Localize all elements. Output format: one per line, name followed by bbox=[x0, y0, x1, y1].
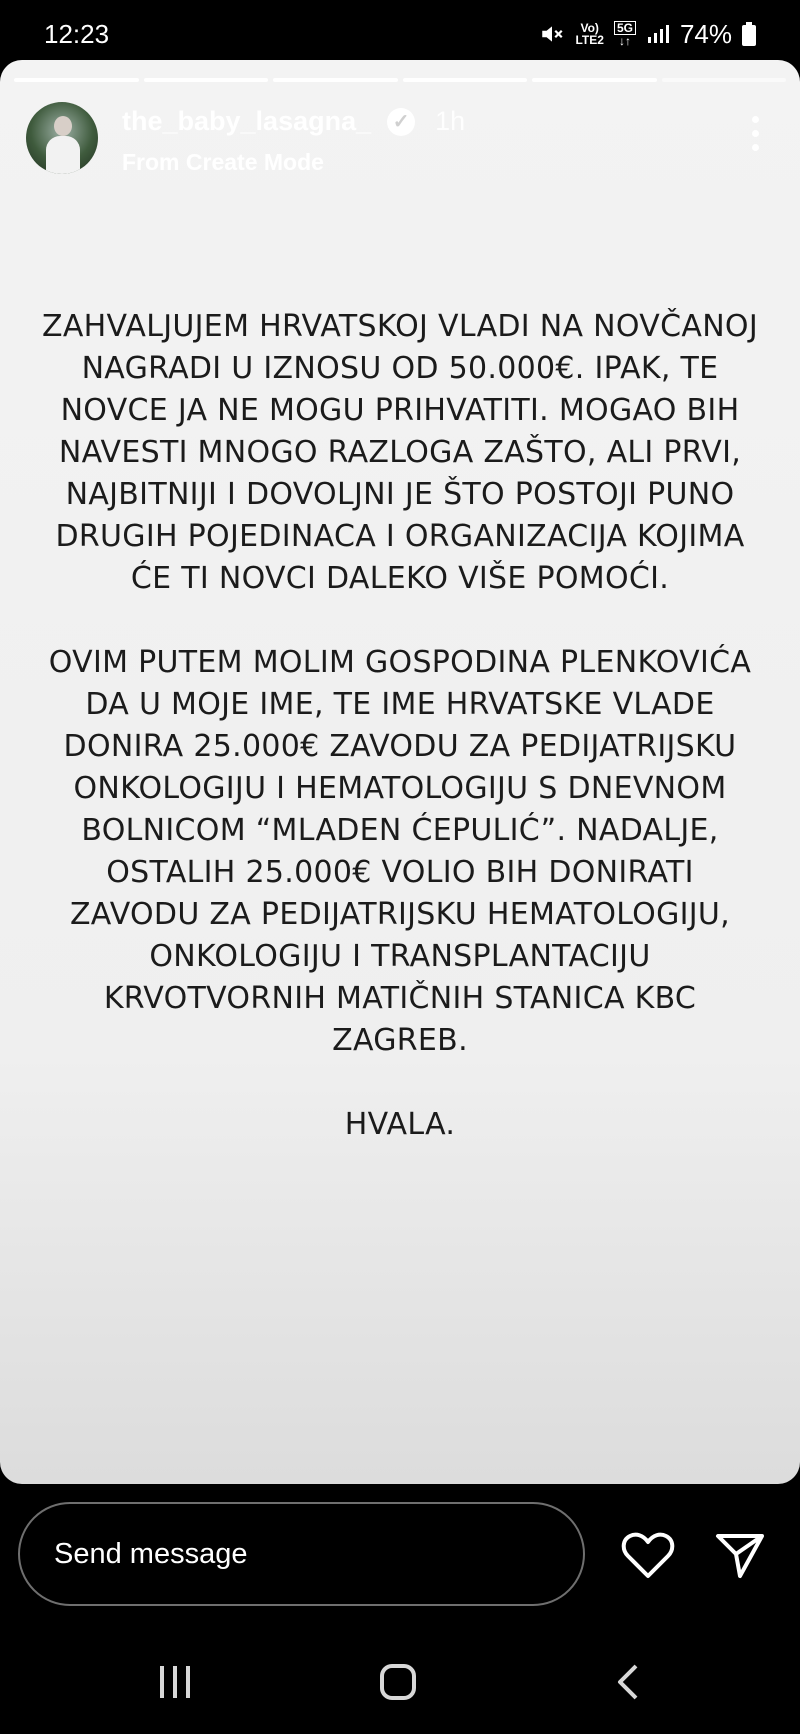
status-icons bbox=[539, 19, 756, 50]
signal-icon bbox=[646, 23, 670, 45]
username[interactable]: the_baby_lasagna_ bbox=[122, 106, 372, 136]
progress-segment bbox=[273, 78, 398, 82]
more-vertical-icon[interactable] bbox=[752, 116, 760, 151]
story-progress-bar bbox=[14, 78, 786, 82]
status-bar bbox=[0, 0, 800, 68]
heart-icon[interactable] bbox=[620, 1528, 676, 1582]
network-type-label: 5G ↓↑ bbox=[614, 21, 636, 47]
status-time: 12:23 bbox=[44, 18, 110, 49]
story-time: 1h bbox=[435, 106, 466, 136]
progress-segment bbox=[14, 78, 139, 82]
story-view[interactable] bbox=[0, 60, 800, 1484]
home-icon[interactable] bbox=[378, 1662, 418, 1702]
back-icon[interactable] bbox=[608, 1662, 648, 1702]
battery-icon bbox=[742, 22, 756, 46]
progress-segment bbox=[532, 78, 657, 82]
mute-icon bbox=[539, 21, 565, 47]
progress-segment bbox=[403, 78, 528, 82]
system-nav-bar bbox=[0, 1634, 800, 1734]
progress-segment bbox=[662, 78, 787, 82]
recent-apps-icon[interactable] bbox=[155, 1662, 195, 1702]
battery-percent: 74% bbox=[679, 18, 732, 49]
volte-label: Vo) LTE2 bbox=[575, 21, 604, 47]
verified-badge-icon: ✓ bbox=[387, 108, 415, 136]
send-icon[interactable] bbox=[712, 1528, 768, 1582]
send-message-input[interactable] bbox=[18, 1502, 585, 1606]
story-text: ZAHVALJUJEM HRVATSKOJ VLADI NA NOVČANOJ NAGRADI U IZNOSU OD 50.000€. IPAK, TE NOVCE JA NE MOGU PRIHVATITI. MOGAO BIH NAVESTI MNOGO RAZLOGA ZAŠTO, ALI PRVI, NAJBITNIJI I DOVOLJNI JE ŠTO POSTOJI PUNO DRUGIH POJEDINACA I ORGANIZACIJA KOJIMA ĆE TI NOVCI DALEKO VIŠE POMOĆI. OVIM PUTEM MOLIM GOSPODINA PLENKOVIĆA DA U MOJE IME, TE IME HRVATSKE VLADE DONIRA 25.000€ ZAVODU ZA PEDIJATRIJSKU ONKOLOGIJU I HEMATOLOGIJU S DNEVNOM BOLNICOM “MLADEN ĆEPULIĆ”. NADALJE, OSTALIH 25.000€ VOLIO BIH DONIRATI ZAVODU ZA PEDIJATRIJSKU HEMATOLOGIJU, ONKOLOGIJU I TRANSPLANTACIJU KRVOTVORNIH MATIČNIH STANICA KBC ZAGREB. HVALA. bbox=[41, 309, 758, 1142]
avatar[interactable] bbox=[26, 102, 98, 174]
story-header bbox=[26, 102, 465, 176]
progress-segment bbox=[144, 78, 269, 82]
story-subtitle[interactable]: From Create Mode bbox=[122, 149, 324, 175]
